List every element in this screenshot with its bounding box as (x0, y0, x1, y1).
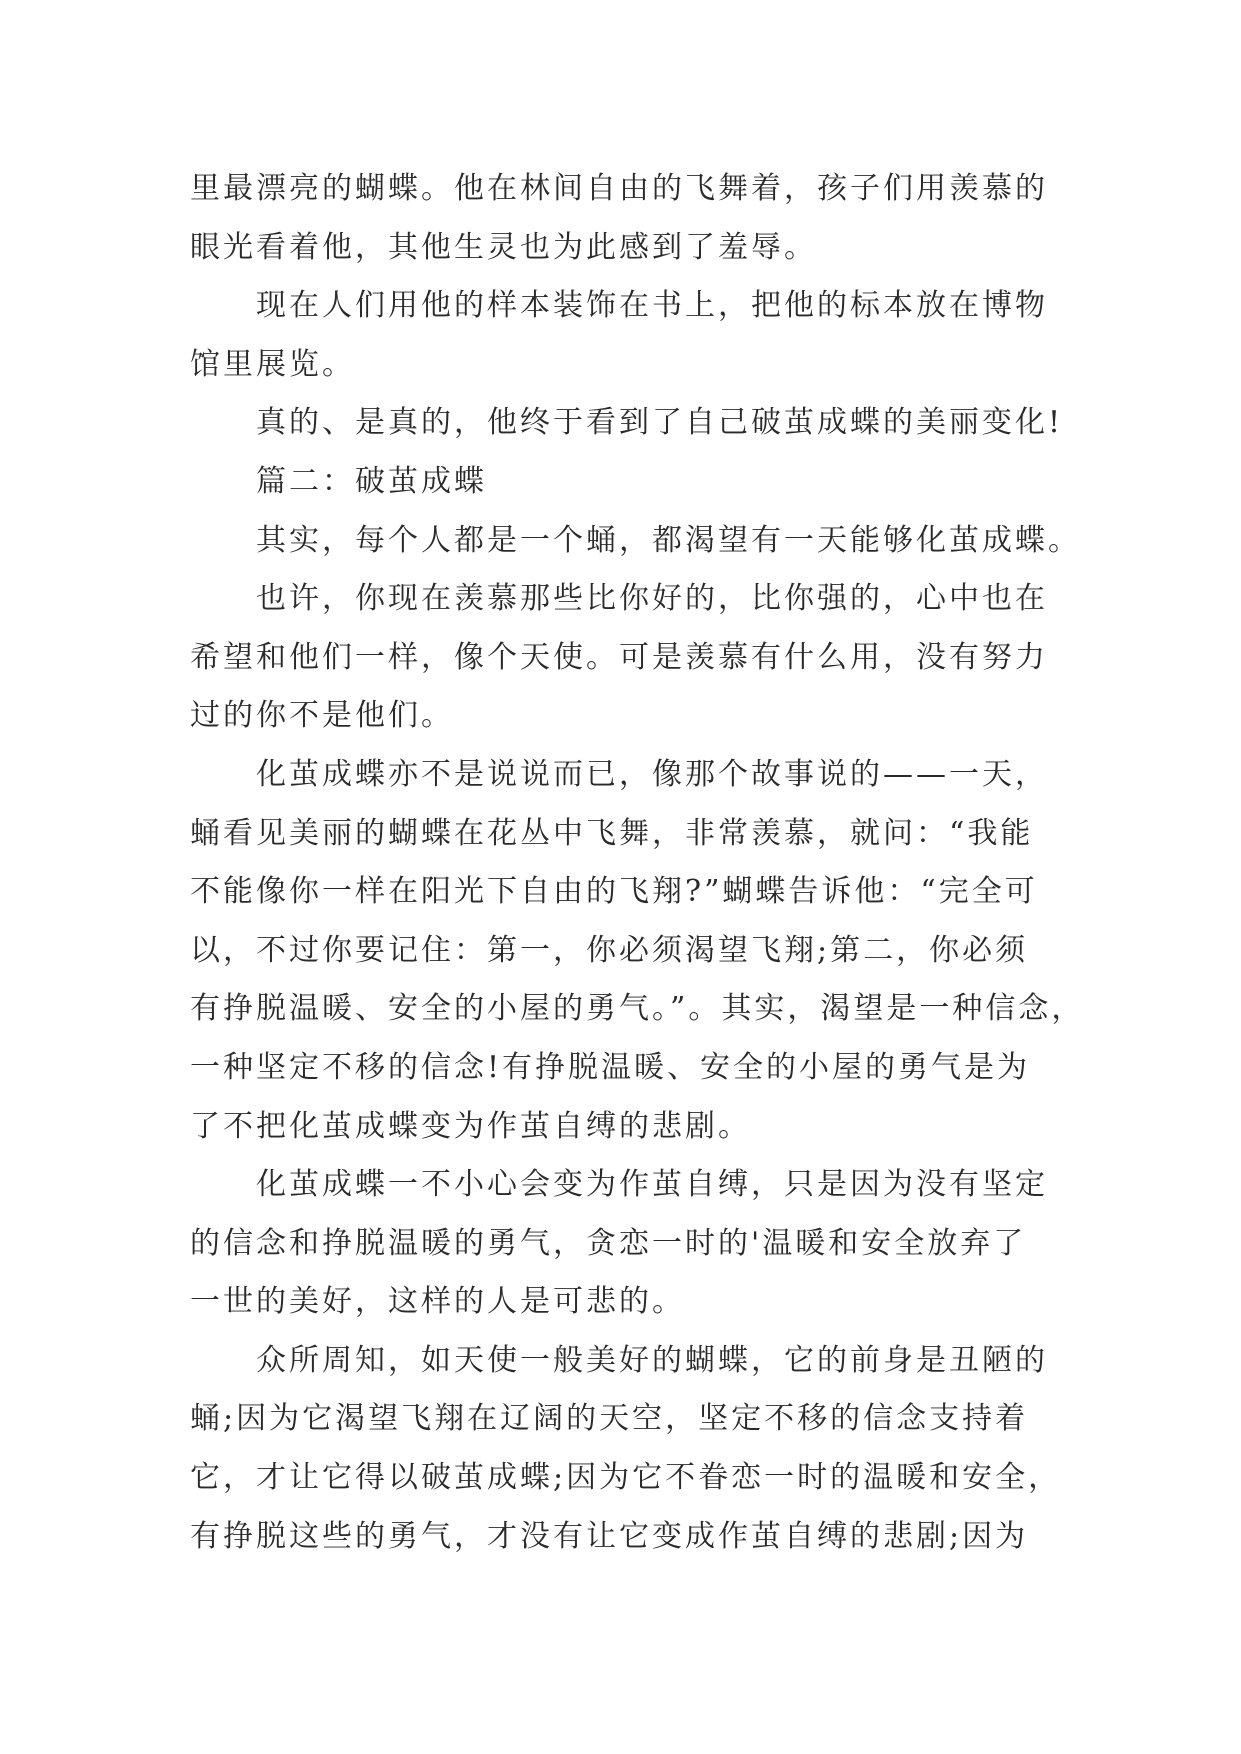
text-line: 其实，每个人都是一个蛹，都渴望有一天能够化茧成蝶。 (256, 522, 1081, 558)
text-line: 眼光看着他，其他生灵也为此感到了羞辱。 (190, 229, 817, 265)
text-line: 现在人们用他的样本装饰在书上，把他的标本放在博物 (256, 288, 1048, 324)
text-line: 一世的美好，这样的人是可悲的。 (190, 1284, 685, 1320)
text-line: 化茧成蝶一不小心会变为作茧自缚，只是因为没有坚定 (256, 1167, 1048, 1203)
text-line: 众所周知，如天使一般美好的蝴蝶，它的前身是丑陋的 (256, 1342, 1048, 1378)
text-line: 有挣脱这些的勇气，才没有让它变成作茧自缚的悲剧;因为 (190, 1518, 1029, 1554)
text-line: 化茧成蝶亦不是说说而已，像那个故事说的——一天， (256, 756, 1048, 792)
text-line: 真的、是真的，他终于看到了自己破茧成蝶的美丽变化! (256, 405, 1064, 441)
text-line: 里最漂亮的蝴蝶。他在林间自由的飞舞着，孩子们用羡慕的 (190, 171, 1048, 206)
text-line: 希望和他们一样，像个天使。可是羡慕有什么用，没有努力 (190, 639, 1048, 675)
document-body (190, 160, 1085, 1566)
text-line: 以，不过你要记住：第一，你必须渴望飞翔;第二，你必须 (190, 932, 1029, 968)
text-line: 的信念和挣脱温暖的勇气，贪恋一时的'温暖和安全放弃了 (190, 1225, 1027, 1261)
text-line: 也许，你现在羡慕那些比你好的，比你强的，心中也在 (256, 581, 1048, 617)
text-line: 有挣脱温暖、安全的小屋的勇气。”。其实，渴望是一种信念， (190, 991, 1085, 1027)
text-line: 蛹看见美丽的蝴蝶在花丛中飞舞，非常羡慕，就问：“我能 (190, 815, 1034, 851)
text-line: 一种坚定不移的信念!有挣脱温暖、安全的小屋的勇气是为 (190, 1049, 1031, 1085)
text-line: 了不把化茧成蝶变为作茧自缚的悲剧。 (190, 1108, 751, 1144)
text-line: 篇二：破茧成蝶 (256, 463, 487, 499)
text-line: 不能像你一样在阳光下自由的飞翔?”蝴蝶告诉他：“完全可 (190, 874, 1038, 910)
text-line: 过的你不是他们。 (190, 698, 454, 734)
text-line: 它，才让它得以破茧成蝶;因为它不眷恋一时的温暖和安全， (190, 1460, 1062, 1496)
text-line: 馆里展览。 (190, 346, 355, 382)
text-line: 蛹;因为它渴望飞翔在辽阔的天空，坚定不移的信念支持着 (190, 1401, 1029, 1437)
